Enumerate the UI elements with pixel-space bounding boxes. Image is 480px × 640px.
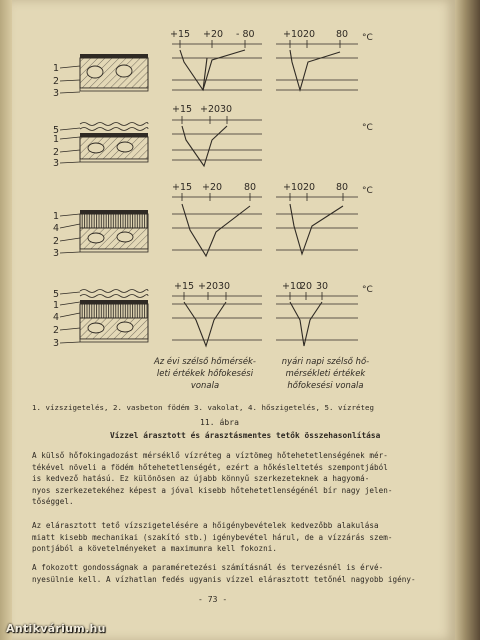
temp-label: 80: [244, 182, 257, 193]
temp-label: 30: [316, 281, 329, 292]
layer-label: 5: [53, 289, 60, 300]
winter-temperature-curve-1: [170, 29, 262, 90]
layer-label: 1: [53, 134, 60, 145]
layer-label: 4: [53, 312, 60, 323]
temp-label: +15: [170, 29, 191, 40]
layer-label: 3: [53, 88, 60, 99]
caption-line: hőfokesési vonala: [287, 380, 364, 390]
layer-label: 2: [53, 325, 60, 336]
roof-section-3: [53, 210, 148, 259]
temp-label: 20: [303, 29, 316, 40]
summer-temperature-curve-1: [276, 29, 373, 90]
layer-label: 2: [53, 147, 60, 158]
text-line: pontjából a követelményeket a maximumra kell fokozni.: [32, 544, 277, 553]
winter-temperature-curve-4: [172, 281, 262, 346]
caption-line: vonala: [190, 380, 220, 390]
paragraph-3: [32, 562, 416, 585]
unit-label: °C: [362, 123, 373, 133]
caption-line: leti értékek hőfokesési: [156, 368, 254, 378]
layer-label: 1: [53, 300, 60, 311]
layer-label: 3: [53, 158, 60, 169]
winter-temperature-curve-3: [172, 182, 262, 256]
text-line: A külső hőfokingadozást mérséklő vízréteg a víztömeg hőtehetetlenségének mér-: [32, 451, 388, 460]
temp-label: +15: [172, 104, 193, 115]
text-line: Az elárasztott tető vízszigetelésére a hőigénybevételek kedvezőbb alakulása: [32, 521, 379, 530]
summer-temperature-curve-4: [276, 281, 373, 346]
temp-label: 20: [303, 182, 316, 193]
text-line: miatt kisebb mechanikai (szakító stb.) igénybevétel hárul, de a vízzárás szem-: [32, 532, 393, 542]
unit-label: °C: [362, 285, 373, 295]
temp-label: +15: [172, 182, 193, 193]
figure-number: 11. ábra: [200, 418, 239, 427]
temp-label: +20: [203, 29, 224, 40]
temp-label: +20: [198, 281, 219, 292]
roof-section-4: [53, 289, 148, 349]
layer-label: 4: [53, 223, 60, 234]
paragraph-1: [32, 450, 393, 508]
text-line: A fokozott gondosságnak a paraméretezési számításnál és tervezésnél is érvé-: [32, 563, 384, 572]
layer-label: 3: [53, 338, 60, 349]
text-line: is kedvező hatású. Ez különösen az újabb könnyű szerkezeteknek a hagyomá-: [32, 474, 370, 483]
caption-left: [140, 355, 270, 391]
figure-title: Vízzel árasztott és árasztásmentes tetők összehasonlítása: [110, 431, 381, 440]
layer-label: 3: [53, 248, 60, 259]
text-line: tőséggel.: [32, 497, 74, 506]
temp-label: +15: [174, 281, 195, 292]
unit-label: °C: [362, 33, 373, 43]
temp-label: +20: [200, 104, 221, 115]
page-number: - 73 -: [198, 595, 228, 604]
text-line: tékével növeli a födém hőtehetetlenségét, ezért a hőkésleltetés szempontjából: [32, 462, 388, 472]
caption-line: Az évi szélső hőmérsék-: [154, 356, 256, 366]
text-line: nyos szerkezetekéhez képest a jóval kisebb hőtehetetlenségénél bír nagy jelen-: [32, 485, 393, 495]
layer-label: 2: [53, 76, 60, 87]
caption-line: nyári napi szélső hő-: [281, 356, 370, 366]
summer-temperature-curve-3: [276, 182, 373, 254]
figure-legend: 1. vízszigetelés, 2. vasbeton födém 3. vakolat, 4. hőszigetelés, 5. vízréteg: [32, 403, 374, 412]
watermark-logo: Antikvárium.hu: [6, 622, 106, 635]
winter-temperature-curve-2: [172, 104, 262, 166]
temp-label: 20: [300, 281, 313, 292]
caption-line: mérsékleti értékek: [285, 368, 366, 378]
temp-label: +20: [202, 182, 223, 193]
layer-label: 1: [53, 63, 60, 74]
layer-label: 2: [53, 236, 60, 247]
roof-section-1: [53, 54, 148, 99]
layer-label: 5: [53, 125, 60, 136]
paragraph-2: [32, 520, 393, 555]
temp-label: 30: [220, 104, 233, 115]
temp-label: 80: [336, 29, 349, 40]
text-line: nyesülnie kell. A vízhatlan fedés ugyanis vízzel elárasztott tetőnél nagyobb igény-: [32, 574, 416, 584]
roof-section-2: [53, 123, 148, 170]
temp-label: +10: [282, 281, 303, 292]
temp-label: 80: [336, 182, 349, 193]
layer-label: 1: [53, 211, 60, 222]
temp-label: - 80: [236, 29, 255, 40]
temp-label: +10: [283, 29, 304, 40]
temp-label: 30: [218, 281, 231, 292]
caption-right: [268, 355, 383, 391]
unit-label: °C: [362, 186, 373, 196]
temp-label: +10: [283, 182, 304, 193]
